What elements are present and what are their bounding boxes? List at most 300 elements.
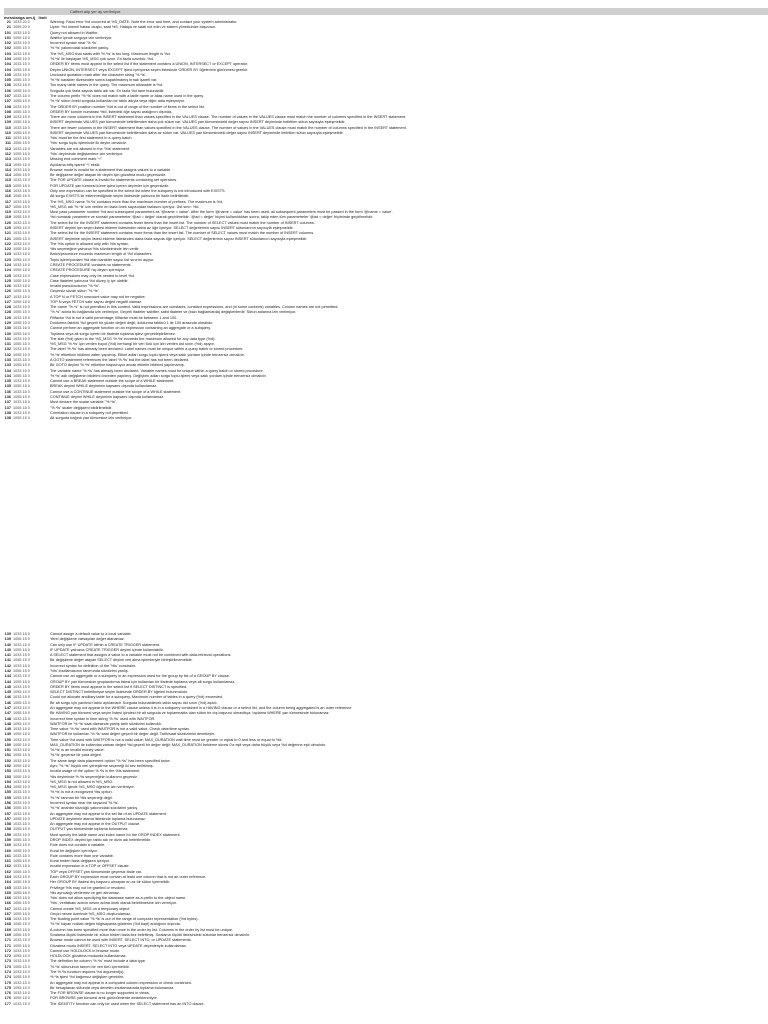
message-number: 133: [4, 363, 11, 368]
message-codes: 1033 15 0: [13, 400, 30, 405]
message-number: 160: [4, 848, 11, 853]
message-number: 127: [4, 294, 11, 299]
message-text: Cannot assign a default value to a local variable.: [50, 632, 132, 636]
message-number: 119: [4, 215, 11, 220]
message-codes: 1033 15 0: [13, 72, 30, 77]
message-codes: 1055 15 0: [13, 658, 30, 663]
message-codes: 1055 15 0: [13, 964, 30, 969]
message-number: 168: [4, 922, 11, 927]
message-number: 174: [4, 970, 11, 974]
message-codes: 1055 15 0: [13, 848, 30, 853]
message-text: '%.*ls' is an invalid money value.: [50, 748, 105, 753]
message-number: 149: [4, 727, 11, 732]
message-number: 144: [4, 674, 11, 679]
message-text: Time value '%.*ls' used with WAITFOR is not a valid value. Check date/time syntax.: [50, 727, 191, 732]
message-codes: 1055 15 0: [13, 268, 30, 273]
message-codes: 1055 15 0: [13, 35, 30, 40]
message-codes: 1055 15 0: [13, 299, 30, 304]
message-text: The select list for the INSERT statement contains more items than the insert list. The number of SELECT values must match the number of INSERT columns.: [50, 231, 315, 236]
message-text: Cannot use an aggregate or a subquery in an expression used for the group by list of a GROUP BY clause.: [50, 674, 230, 679]
message-text: Açıklama bitiş işareti '*/' eksik.: [50, 162, 101, 167]
message-number: 125: [4, 273, 11, 278]
message-number: 121: [4, 236, 11, 241]
message-text: CREATE PROCEDURE hiç deyim içermiyor.: [50, 268, 125, 273]
message-text: OUTPUT yan tümcesinde toplama bulunamaz.: [50, 827, 129, 832]
message-text: Rule does not contain a variable.: [50, 843, 106, 848]
message-codes: 1033 15 0: [13, 705, 30, 710]
message-number: 158: [4, 822, 11, 827]
message-text: '%.*ls' geçersiz bir para değeri.: [50, 753, 102, 758]
message-codes: 1055 15 0: [13, 236, 30, 241]
message-number: 172: [4, 948, 11, 953]
message-text: Aynı "%.*ls" büyük veri yerleştirme seçeneği iki kez belirtilmiş.: [50, 764, 154, 769]
message-text: Browse mode is invalid for a statement that assigns values to a variable.: [50, 167, 172, 172]
message-codes: 1055 15 0: [13, 711, 30, 716]
message-text: '%.*ls' is not a recognized %ls option.: [50, 790, 113, 795]
message-number: 111: [5, 136, 11, 141]
message-number: 152: [4, 764, 11, 769]
message-number: 134: [4, 373, 11, 378]
message-text: ORDER BY items must appear in the select list if the statement contains a UNION, INTERSECT or EXCEPT operator.: [50, 62, 248, 67]
message-number: 150: [4, 737, 11, 742]
message-number: 165: [4, 890, 11, 895]
message-text: An aggregate may not appear in the WHERE clause unless it is in a subquery contained in a HAVING clause or a select list, and the column being aggregated is an outer reference.: [50, 705, 353, 710]
message-codes: 1033 15 0: [13, 748, 30, 753]
message-codes: 1055 15 0: [13, 732, 30, 737]
message-number: 110: [4, 125, 11, 130]
message-codes: 1055 15 0: [13, 310, 30, 315]
message-codes: 1055 15 0: [13, 785, 30, 790]
message-text: Each GROUP BY expression must contain at least one column that is not an outer reference.: [50, 874, 207, 879]
message-codes: 1055 15 0: [13, 130, 30, 135]
message-codes: 1033 15 0: [13, 273, 30, 278]
message-text: An aggregate may not appear in a computed column expression or check constraint.: [50, 980, 192, 985]
message-number: 152: [4, 758, 11, 763]
message-number: 135: [4, 384, 11, 389]
message-number: 147: [4, 705, 11, 710]
message-codes: 1055 15 0: [13, 46, 30, 51]
message-text: Toplu işlem/yordam %d olan karakter sayısı üst sınırını aşıyor.: [50, 257, 155, 262]
message-text: '%.*ls' yakınındaki sözdizimi yanlış.: [50, 46, 110, 51]
message-codes: 1033 15 0: [13, 210, 30, 215]
message-number: 130: [4, 331, 11, 336]
message-text: CONTINUE deyimi WHILE deyiminin kapsamı dışında kullanılamaz.: [50, 394, 165, 399]
message-number: 120: [4, 220, 11, 225]
message-number: 172: [4, 954, 11, 959]
message-text: Bir alt sorgu için yardımcı tablo ayrılamadı. Sorguda bulunabilecek tablo sayısı üst sınırı (%d) aşıldı.: [50, 700, 218, 705]
message-codes: 1055 16 0: [13, 88, 30, 93]
message-number: 103: [4, 51, 11, 56]
message-text: Alt sorguda bağıntı yan tümcesine izin verilmiyor.: [50, 416, 133, 421]
message-codes: 1055 15 0: [13, 162, 30, 167]
top-bar: [4, 8, 768, 15]
message-codes: 1033 15 0: [13, 801, 30, 805]
message-codes: 1055 15 0: [13, 753, 30, 758]
message-text: Browse mode cannot be used with INSERT, SELECT INTO, or UPDATE statements.: [50, 938, 192, 943]
message-codes: 1055 15 0: [13, 204, 30, 209]
message-codes: 1033 15 0: [13, 938, 30, 943]
message-text: The FOR BROWSE clause is no longer supported in views.: [50, 991, 150, 996]
message-number: 132: [4, 352, 11, 357]
message-text: ORDER BY konum numarası %ld, listedeki öğe sayısı aralığının dışında.: [50, 109, 173, 114]
message-text: The variable name '%.*ls' has already been declared. Variable names must be unique within a query batch or stored procedure.: [50, 368, 264, 373]
message-codes: 1033 16 0: [13, 189, 30, 193]
message-text: '%.*ls' anahtar sözcüğü yakınındaki sözdizimi yanlış.: [50, 806, 139, 811]
message-codes: 1033 15 0: [13, 104, 30, 109]
message-text: ORDER BY items must appear in the select list if SELECT DISTINCT is specified.: [50, 684, 188, 689]
message-codes: 1033 15 0: [13, 115, 30, 120]
message-codes: 1055 15 0: [13, 996, 30, 1001]
message-codes: 1033 15 0: [13, 199, 30, 204]
message-text: '%.*ls' adlı değişkenin bildirimi önceden yapılmış. Değişken adları sorgu toplu işlemi veya saklı yordam içinde benzersiz olmalıdır.: [50, 373, 267, 378]
message-row: [4, 416, 768, 421]
message-number: 101: [4, 35, 11, 40]
message-number: 161: [4, 859, 11, 864]
message-text: WAITFOR ile kullanılan '%.*ls' saat değeri geçerli bir değer değil. Tarih/saat sözdizimini denetleyin.: [50, 732, 216, 737]
message-text: '%.*ls' karakter dizesinden sonra kapatılmamış tırnak işareti var.: [50, 78, 158, 83]
message-codes: 1033 15 0: [13, 779, 30, 784]
message-codes: 1055 15 0: [13, 922, 30, 927]
message-codes: 1033 15 0: [13, 737, 30, 742]
message-text: Cannot use a BREAK statement outside the scope of a WHILE statement.: [50, 379, 175, 384]
message-list-part-2: [4, 632, 768, 1007]
message-text: Cannot use HOLDLOCK in browse mode.: [50, 948, 121, 953]
message-text: Bir GOTO deyimi '%.*ls' etiketine başvuruyor ancak etiketin bildirimi yapılmamış.: [50, 363, 185, 368]
message-codes: 1033 15 0: [13, 315, 30, 320]
message-text: Sıralama ölçütü listesinde bir sütun birden fazla kez belirtilmiş. Sıralama ölçütü listesindeki sütunlar benzersiz olmalıdır.: [50, 933, 250, 938]
message-codes: 1033 16 0: [13, 326, 30, 331]
message-text: HOLDLOCK gözatma modunda kullanılamaz.: [50, 954, 127, 959]
message-number: 129: [4, 315, 11, 320]
message-number: 148: [4, 716, 11, 721]
message-number: 146: [4, 695, 11, 700]
message-number: 115: [4, 183, 11, 188]
message-codes: 1033 15 0: [13, 231, 30, 236]
message-text: %S_MSG '%.*ls' için verilen boyut (%d) herhangi bir veri türü için izin verilen üst sınırı (%d) aşıyor.: [50, 342, 215, 347]
message-codes: 1033 15 0: [13, 368, 30, 373]
message-codes: 1033 15 0: [13, 980, 30, 985]
message-codes: 1033 16 0: [13, 83, 30, 88]
message-text: '%.*ls' etiketinin bildirimi zaten yapılmış. Etiket adları sorgu toplu işlemi veya saklı yordam içinde benzersiz olmalıdır.: [50, 352, 245, 357]
message-text: Deyim UNION, INTERSECT veya EXCEPT işleci içeriyorsa seçim listesinde ORDER BY öğelerinin görünmesi gerekir.: [50, 67, 249, 72]
message-codes: 1033 15 0: [13, 294, 30, 299]
message-codes: 1033 15 0: [13, 959, 30, 964]
message-number: 126: [4, 284, 11, 289]
message-codes: 1033 15 0: [13, 769, 30, 774]
message-number: 157: [4, 816, 11, 821]
message-text: The same large data placement option "%.*ls" has been specified twice.: [50, 758, 171, 763]
message-codes: 1033 20 0: [13, 20, 30, 24]
message-text: Bir değişkene değer atayan SELECT deyimi veri alma işlemleriyle birleştirilmemelidir.: [50, 658, 193, 663]
message-number: 108: [4, 109, 11, 114]
message-number: 168: [4, 917, 11, 922]
message-codes: 1055 15 0: [13, 647, 30, 652]
message-text: A GOTO statement references the label '%.*ls' but the label has not been declared.: [50, 358, 190, 362]
message-codes: 1055 15 0: [13, 342, 30, 347]
message-number: 150: [4, 742, 11, 747]
message-text: Case expressions may only be nested to level %d.: [50, 273, 135, 278]
message-text: INSERT deyimi için seçim listesi ekleme listesinden daha az öğe içeriyor. SELECT değerlerinin sayısı INSERT sütunlarının sayısıyla eşleşmelidir.: [50, 225, 294, 230]
message-text: INSERT deyiminde VALUES yan tümcesinde belirtilenden daha az sütun var. VALUES yan tümcesindeki değer sayısı INSERT deyiminde belirtilen sütun sayısıyla eşleşmelidir.: [50, 130, 344, 135]
message-text: The ORDER BY position number %ld is out of range of the number of items in the select list.: [50, 104, 205, 109]
message-list-part-1: [4, 20, 768, 421]
message-number: 153: [4, 774, 11, 779]
message-text: Correlation clause in a subquery not permitted.: [50, 410, 129, 415]
message-codes: 1033 15 0: [13, 832, 30, 837]
message-text: The name "%.*s" is not permitted in this context. Valid expressions are constants, constant expressions, and (in some contexts) variables. Column names are not permitted.: [50, 305, 339, 310]
message-number: 108: [4, 104, 11, 109]
message-text: Must declare the scalar variable "%.*ls".: [50, 400, 118, 405]
message-text: '%ls' sorgu toplu işleminde ilk deyim olmalıdır.: [50, 141, 127, 146]
message-codes: 1055 15 0: [13, 859, 30, 864]
message-codes: 1033 15 0: [13, 93, 30, 98]
message-text: DROP INDEX deyimi için tablo adı ve dizin adı belirtilmelidir.: [50, 837, 152, 842]
message-codes: 1033 15 0: [13, 927, 30, 932]
message-text: '%ls' must be the first statement in a query batch.: [50, 136, 133, 141]
message-text: %d numaralı parametre ve sonraki parametreler '@ad = değer' olarak geçirilmelidir. '@ad = değer' biçimi kullanıldıktan sonra, takip eden tüm parametreler '@ad = değer' biçiminde geçirilmelidir.: [50, 215, 374, 220]
message-codes: 1055 15 0: [13, 120, 30, 125]
message-codes: 1033 15 0: [13, 336, 30, 341]
message-number: 173: [4, 964, 11, 969]
message-number: 162: [4, 869, 11, 874]
message-text: Fillfactor %d is not a valid percentage; fillfactor must be between 1 and 100.: [50, 315, 178, 320]
message-number: 151: [4, 753, 11, 758]
message-number: 159: [4, 837, 11, 842]
message-number: 105: [4, 72, 11, 77]
message-text: Invalid usage of the option %.*ls in the %ls statement.: [50, 769, 141, 774]
message-text: Cannot use a CONTINUE statement outside the scope of a WHILE statement.: [50, 389, 182, 394]
message-text: '%.*ls' tanınan bir %ls seçeneği değil.: [50, 795, 113, 800]
message-text: "%.*ls" skaler değişkeni bildirilmelidir.: [50, 405, 113, 410]
message-number: 176: [4, 991, 11, 996]
message-codes: 1055 15 0: [13, 247, 30, 252]
message-number: 128: [4, 310, 11, 315]
message-number: 141: [4, 658, 11, 663]
message-codes: 1055 15 0: [13, 668, 30, 673]
message-codes: 1055 15 0: [13, 56, 30, 61]
message-number: 120: [4, 225, 11, 230]
message-number: 119: [4, 210, 11, 215]
message-text: Can only use IF UPDATE within a CREATE TRIGGER statement.: [50, 642, 160, 647]
message-number: 129: [4, 321, 11, 326]
message-codes: 1055 15 0: [13, 869, 30, 874]
message-codes: 1055 15 0: [13, 152, 30, 157]
message-number: 140: [4, 647, 11, 652]
message-text: '%.*ls' ile başlayan %S_MSG çok uzun. En fazla uzunluk: %d.: [50, 56, 154, 61]
message-text: Bir HAVING yan tümcesi veya seçim listesi içindeki bir alt sorguda ve toplanmakta olan sütun bir dış başvuru olmadıkça, toplama WHERE yan tümcesinde bulunamaz.: [50, 711, 330, 716]
message-number: 171: [4, 943, 11, 948]
message-number: 110: [4, 130, 11, 135]
message-text: INSERT deyiminde VALUES yan tümcesinde belirtilenden daha çok sütun var. VALUES yan tümcesindeki değer sayısı INSERT deyiminde belirtilen sütun sayısıyla eşleşmelidir.: [50, 120, 346, 125]
message-number: 142: [4, 663, 11, 668]
message-text: Uyarı: %d önemli hatası oluştu, saat %S. Hataya ve saati not edin ve sistem yöneticinize başvurun.: [50, 25, 217, 30]
message-codes: 1055 15 0: [13, 183, 30, 188]
message-text: Query not allowed in Waitfor.: [50, 30, 99, 35]
message-codes: 1055 15 0: [13, 637, 30, 642]
message-number: 139: [4, 637, 11, 642]
message-text: The %S_MSG name '%.*ls' contains more than the maximum number of prefixes. The maximum is %d.: [50, 199, 224, 204]
message-codes: 1033 15 0: [13, 167, 30, 172]
message-codes: 1033 15 0: [13, 843, 30, 848]
message-number: 112: [4, 152, 11, 157]
message-number: 135: [4, 379, 11, 384]
message-text: The label '%.*ls' has already been declared. Label names must be unique within a query batch or stored procedure.: [50, 347, 244, 352]
message-text: Time value %d used with WAITFOR is not a valid value; MAX_DURATION wait time must be greater or equal to 0 and less or equal to %d.: [50, 737, 283, 742]
message-codes: 1055 15 0: [13, 816, 30, 821]
message-text: A TOP N or FETCH rowcount value may not be negative.: [50, 294, 146, 299]
message-text: '%.*ls' sütununun tanımı bir veri türü içermelidir.: [50, 964, 130, 969]
message-codes: 1033 15 0: [13, 853, 30, 858]
message-text: '%ls', veritabanı adının nesne adına önek olarak belirtilmesine izin vermiyor.: [50, 901, 178, 906]
message-codes: 1033 15 0: [13, 125, 30, 130]
message-number: 131: [4, 336, 11, 341]
message-codes: 1055 16 0: [13, 890, 30, 895]
message-text: '%.*ls' kayan noktalı değeri bilgisayarda gösterim (%d bayt) aralığının dışında.: [50, 922, 181, 927]
message-text: Incorrect time syntax in time string '%.*ls' used with WAITFOR.: [50, 716, 156, 721]
message-codes: 1055 15 0: [13, 416, 30, 421]
message-codes: 1055 15 0: [13, 109, 30, 114]
message-number: 115: [4, 178, 11, 183]
message-text: Bir değişkene değer atayan bir deyim için gözatma modu geçersizdir.: [50, 173, 166, 178]
message-codes: 1033 15 0: [13, 695, 30, 700]
message-codes: 1033 15 0: [13, 991, 30, 996]
message-text: Case ifadeleri yalnızca %d düzey iç içe olabilir.: [50, 278, 129, 283]
message-codes: 1033 15 0: [13, 178, 30, 183]
message-number: 160: [4, 843, 11, 848]
message-number: 164: [4, 874, 11, 879]
message-codes: 1055 15 0: [13, 742, 30, 747]
message-number: 101: [4, 30, 11, 35]
message-text: Bir hesaplanan sütunda veya denetim kısıtlamasında toplama bulunamaz.: [50, 985, 175, 990]
message-codes: 1055 15 0: [13, 679, 30, 684]
message-text: Kural birden fazla değişken içeriyor.: [50, 859, 110, 864]
message-codes: 1033 15 0: [13, 220, 30, 225]
message-codes: 1055 15 0: [13, 384, 30, 389]
message-number: 122: [4, 247, 11, 252]
message-text: IF UPDATE yalnızca CREATE TRIGGER deyimi içinde kullanılabilir.: [50, 647, 164, 652]
column-header: messlanga om.ij_ limit: [4, 15, 47, 20]
message-number: 106: [4, 88, 11, 93]
message-number: 137: [4, 405, 11, 410]
message-text: There are fewer columns in the INSERT statement than values specified in the VALUES clause. The number of values in the VALUES clause must match the number of columns specified in the INSERT statement.: [50, 125, 407, 130]
message-text: Invalid pseudocolumn "%.*ls".: [50, 284, 101, 289]
message-text: Doldurma faktörü %d geçerli bir yüzde değeri değil; doldurma faktörü 1 ile 100 arasında olmalıdır.: [50, 321, 214, 326]
message-number: 169: [4, 927, 11, 932]
message-number: 109: [4, 115, 11, 120]
message-number: 169: [4, 933, 11, 938]
message-number: 128: [4, 305, 11, 310]
message-codes: 1055 15 0: [13, 321, 30, 326]
message-number: 153: [4, 769, 11, 774]
message-number: 177: [4, 1001, 11, 1006]
message-number: 165: [4, 885, 11, 890]
message-number: 145: [4, 690, 11, 695]
message-number: 176: [4, 996, 11, 1001]
message-number: 125: [4, 278, 11, 283]
message-number: 171: [4, 938, 11, 943]
message-text: "%.*s" adına bu bağlamda izin verilmiyor. Geçerli ifadeler sabitler, sabit ifadeler ve (bazı bağlamlarda) değişkenlerdir. Sütun adlarına izin verilmiyor.: [50, 310, 297, 315]
message-codes: 1033 15 0: [13, 347, 30, 352]
message-text: Waitfor içinde sorguya izin verilmiyor.: [50, 35, 113, 40]
message-text: A SELECT statement that assigns a value to a variable must not be combined with data-retrieval operations.: [50, 653, 232, 658]
message-number: 167: [4, 911, 11, 916]
message-number: 162: [4, 864, 11, 869]
message-codes: 1055 15 0: [13, 278, 30, 283]
message-codes: 1055 15 0: [13, 99, 30, 104]
message-codes: 1055 15 0: [13, 373, 30, 378]
message-text: '%ls' deyiminde değişkenlere izin verilmiyor.: [50, 152, 124, 157]
message-number: 116: [4, 189, 11, 193]
message-text: Cannot create %S_MSG on a temporary object.: [50, 906, 131, 911]
message-codes: 1055 15 0: [13, 700, 30, 705]
message-number: 136: [4, 394, 11, 399]
message-text: FOR UPDATE yan tümcesi küme işleci içeren deyimler için geçersizdir.: [50, 183, 170, 188]
message-codes: 1055 15 0: [13, 774, 30, 779]
message-codes: 1033 15 0: [13, 948, 30, 953]
message-text: Batch/procedure exceeds maximum length of %d characters.: [50, 252, 153, 257]
message-codes: 1033 15 0: [13, 252, 30, 257]
message-codes: 1055 15 0: [13, 67, 30, 72]
message-codes: 1033 15 0: [13, 917, 30, 922]
message-text: TOP veya OFFSET yan tümcesinde geçersiz ifade var.: [50, 869, 143, 874]
message-codes: 1055 15 0: [13, 78, 30, 83]
message-number: 151: [4, 748, 11, 753]
message-codes: 1055 15 0: [13, 901, 30, 906]
message-codes: 1055 15 0: [13, 289, 30, 294]
message-text: Missing end comment mark '*/'.: [50, 157, 103, 162]
message-codes: 1033 15 0: [13, 684, 30, 689]
message-number: 107: [4, 93, 11, 98]
message-codes: 1055 15 0: [13, 933, 30, 938]
message-number: 138: [4, 410, 11, 415]
message-number: 123: [4, 257, 11, 262]
message-codes: 1033 15 0: [13, 284, 30, 289]
message-text: Yerel değişkene varsayılan değer atanamaz.: [50, 637, 125, 642]
message-number: 142: [4, 668, 11, 673]
message-number: 103: [4, 56, 11, 61]
message-text: %S_MSG adı '%.*ls' izin verilen en fazla önek sayısından fazlasını içeriyor. Üst sınır: %d.: [50, 204, 200, 209]
message-codes: 1033 15 0: [13, 896, 30, 901]
message-codes: 1033 15 0: [13, 811, 30, 816]
message-text: Sorguda çok fazla sayıda tablo adı var. En fazla %d tane bulunabilir.: [50, 88, 165, 93]
message-text: BREAK deyimi WHILE deyiminin kapsamı dışında kullanılamaz.: [50, 384, 158, 389]
message-text: '%.*ls' sütun öneki sorguda kullanılan bir tablo adıyla veya diğer adla eşleşmiyor.: [50, 99, 186, 104]
message-text: %S_MSG içinde %S_MSG öğesine izin verilmiyor.: [50, 785, 135, 790]
message-codes: 1033 15 0: [13, 157, 30, 162]
message-text: Incorrect syntax near the keyword '%.*ls'.: [50, 801, 120, 805]
message-number: 107: [4, 99, 11, 104]
message-codes: 1033 15 0: [13, 674, 30, 679]
message-codes: 1055 15 0: [13, 141, 30, 146]
message-text: '%ls' does not allow specifying the database name as a prefix to the object name.: [50, 896, 187, 901]
message-text: Too many table names in the query. The maximum allowable is %d.: [50, 83, 164, 88]
message-text: An aggregate may not appear in the set list of an UPDATE statement.: [50, 811, 167, 816]
message-number: 126: [4, 289, 11, 294]
message-number: 137: [4, 400, 11, 405]
message-number: 138: [4, 416, 11, 421]
message-text: %ls deyiminde %.*ls seçeneğinin kullanımı geçersiz.: [50, 774, 139, 779]
message-codes: 1055 15 0: [13, 880, 30, 885]
message-number: 145: [4, 684, 11, 689]
message-number: 113: [4, 162, 11, 167]
message-number: 154: [4, 779, 11, 784]
message-text: SELECT DISTINCT belirtilmişse seçim listesinde ORDER BY öğeleri bulunmalıdır.: [50, 690, 189, 695]
message-codes: 1055 16 0: [13, 331, 30, 336]
message-number: 175: [4, 980, 11, 985]
message-number: 106: [4, 83, 11, 88]
message-text: Must specify the table name and index name for the DROP INDEX statement.: [50, 832, 181, 837]
message-text: A column has been specified more than once in the order by list. Columns in the order by list must be unique.: [50, 927, 233, 932]
